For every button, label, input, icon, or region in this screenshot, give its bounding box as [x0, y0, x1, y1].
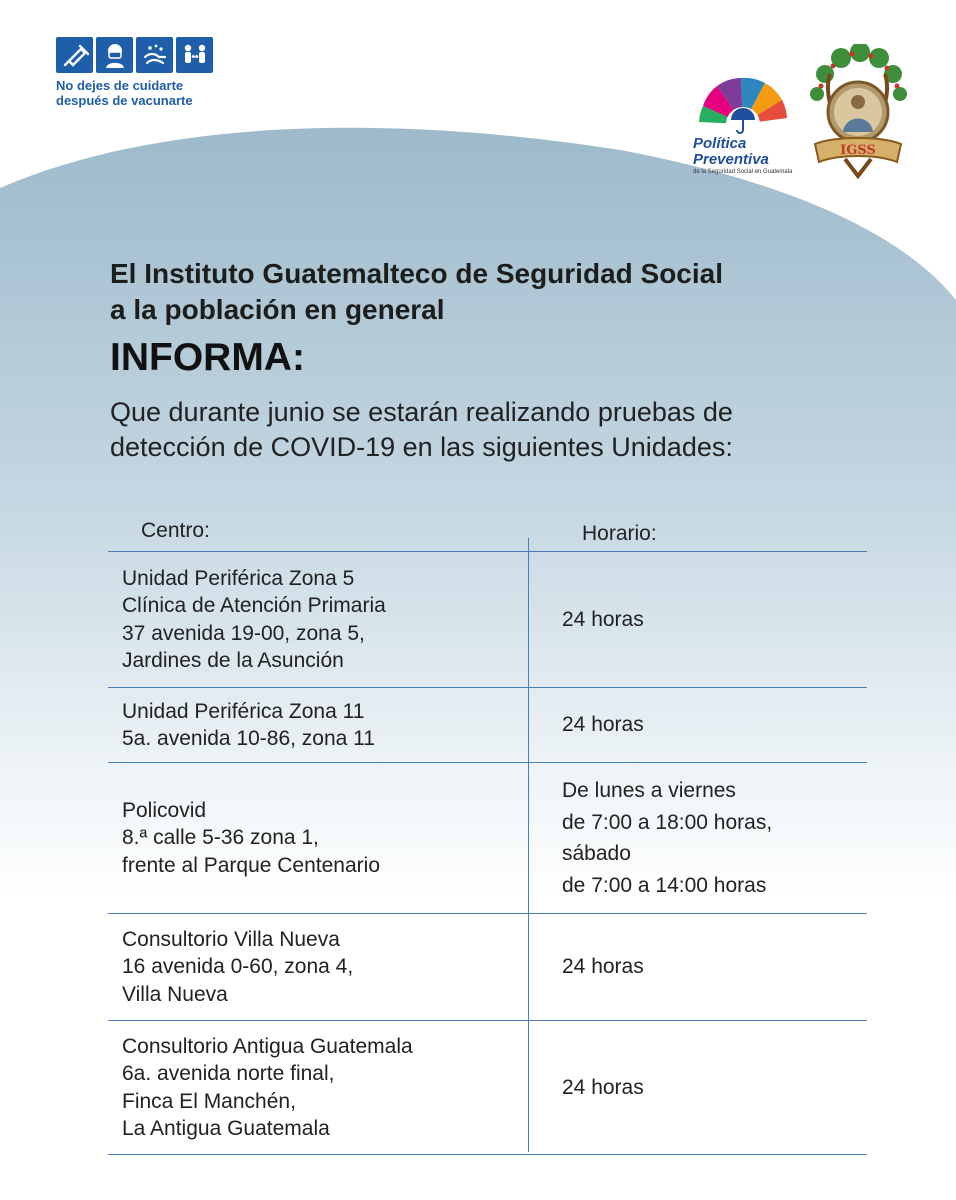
- politica-preventiva-wheel-icon: [693, 76, 793, 136]
- igss-label: IGSS: [840, 143, 876, 158]
- centro-line: Unidad Periférica Zona 5: [122, 566, 355, 590]
- horario-line: de 7:00 a 18:00 horas,: [562, 810, 773, 834]
- horario-cell: [562, 951, 644, 983]
- horario-line: 24 horas: [562, 713, 644, 737]
- igss-logo: [805, 44, 910, 179]
- centro-line: 37 avenida 19-00, zona 5,: [122, 621, 365, 645]
- horario-cell: [562, 709, 644, 741]
- preventiva-word: Preventiva: [693, 151, 769, 168]
- table-row: [108, 913, 867, 1020]
- mask-wearing-icon: [96, 37, 133, 73]
- horario-line: sábado: [562, 842, 631, 865]
- centro-line: Finca El Manchén,: [122, 1089, 296, 1113]
- centro-line: 8.ª calle 5-36 zona 1,: [122, 826, 319, 850]
- horario-line: 24 horas: [562, 607, 644, 631]
- campaign-badge: [56, 37, 213, 108]
- horario-line: De lunes a viernes: [562, 779, 736, 802]
- table-row: [108, 762, 867, 913]
- centro-line: Consultorio Antigua Guatemala: [122, 1034, 413, 1058]
- horario-line: 24 horas: [562, 955, 644, 979]
- centro-line: Policovid: [122, 798, 207, 822]
- horario-cell: [562, 775, 772, 901]
- centro-line: 16 avenida 0-60, zona 4,: [122, 955, 354, 979]
- intro-heading: [110, 256, 723, 328]
- centro-line: frente al Parque Centenario: [122, 853, 380, 877]
- description-line-2: detección de COVID-19 en las siguientes Unidades:: [110, 432, 733, 462]
- politica-subtitle: de la Seguridad Social en Guatemala: [693, 169, 793, 175]
- table-row: [108, 551, 867, 687]
- centro-line: Unidad Periférica Zona 11: [122, 699, 365, 723]
- informa-title: INFORMA:: [110, 336, 305, 379]
- centro-cell: [108, 926, 542, 1009]
- horario-cell: [562, 1072, 644, 1104]
- centro-cell: [108, 565, 542, 675]
- centro-cell: [108, 698, 542, 753]
- campaign-line-1: No dejes de cuidarte: [56, 78, 184, 93]
- politica-preventiva-logo: [693, 76, 793, 180]
- campaign-line-2: después de vacunarte: [56, 93, 193, 108]
- campaign-icons: [56, 37, 213, 73]
- centro-line: Clínica de Atención Primaria: [122, 594, 386, 617]
- centro-line: La Antigua Guatemala: [122, 1117, 330, 1140]
- politica-word: Política: [693, 135, 747, 152]
- hand-washing-icon: [136, 37, 173, 73]
- centro-cell: [108, 1033, 542, 1143]
- centro-line: 5a. avenida 10-86, zona 11: [122, 727, 375, 750]
- centro-line: Jardines de la Asunción: [122, 649, 344, 672]
- centro-cell: [108, 797, 542, 880]
- igss-tree-emblem-icon: [805, 44, 910, 179]
- social-distancing-icon: [176, 37, 213, 73]
- table-row: [108, 1020, 867, 1155]
- intro-line-2: a la población en general: [110, 294, 445, 325]
- description-line-1: Que durante junio se estarán realizando pruebas de: [110, 397, 733, 427]
- centro-line: 6a. avenida norte final,: [122, 1062, 335, 1085]
- centro-line: Consultorio Villa Nueva: [122, 927, 340, 951]
- announcement-description: [110, 395, 870, 465]
- vaccine-syringe-icon: [56, 37, 93, 73]
- horario-line: 24 horas: [562, 1075, 644, 1099]
- horario-line: de 7:00 a 14:00 horas: [562, 873, 767, 897]
- column-header-centro: Centro:: [141, 519, 210, 542]
- horario-cell: [562, 604, 644, 636]
- table-row: [108, 687, 867, 762]
- testing-centers-table: [108, 551, 867, 1155]
- column-header-horario: Horario:: [582, 522, 657, 545]
- intro-line-1: El Instituto Guatemalteco de Seguridad Social: [110, 258, 724, 289]
- centro-line: Villa Nueva: [122, 982, 228, 1006]
